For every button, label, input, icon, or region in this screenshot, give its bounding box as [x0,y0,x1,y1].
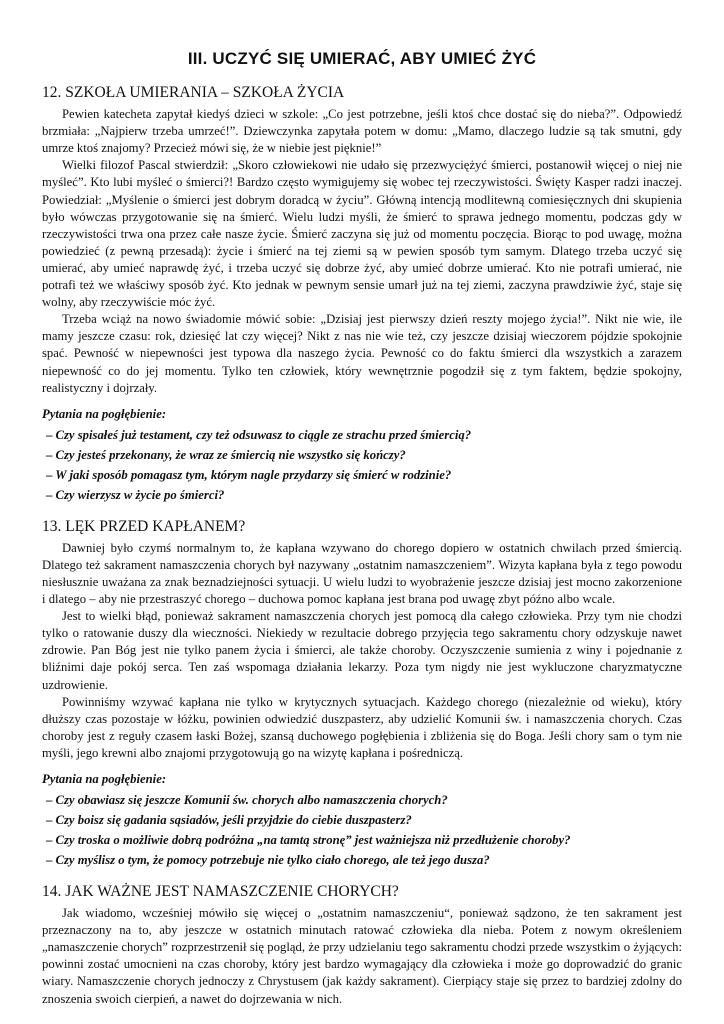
dash-bullet: – [46,833,53,848]
question-item [42,830,682,850]
section-14 [42,882,682,1008]
section-title: ZKOŁA UMIERANIA – SZKOŁA ŻYCIA [73,84,345,102]
section-12 [42,83,682,505]
paragraph: Jak wiadomo, wcześniej mówiło się więcej o „ostatnim namaszczeniu“, ponieważ sądzono, że ten sakrament jest przeznaczony na to, aby jeszcze w ostatnich minutach ratować człowieka dla nieba. Potem z nowym określeniem „namaszczenie chorych” rozprzestrzenił się pogląd, że przy udzielaniu tego sakramentu chodzi przede wszystkim o żyjących: powinni zostać umocnieni na czas choroby, który jest bardzo wymagający dla człowieka i może go doprowadzić do granic wiary. Namaszczenie chorych jednoczy z Chrystusem (jak każdy sakrament). Cierpiący staje się przez to bardziej zdolny do znoszenia swoich cierpień, a nawet do dojrzewania w nich. [42,906,682,1006]
paragraph: Dawniej było czymś normalnym to, że kapłana wzywano do chorego dopiero w ostatnich chwilach przed śmiercią. Dlatego też sakrament namaszczenia chorych był nazywany „ostatnim namaszczeniem”. Wizyta kapłana była z tego powodu niesłusznie uważana za znak beznadziejności sytuacji. U wielu ludzi to wyobrażenie jeszcze dzisiaj jest mocno zakorzenione i dlatego – aby nie przestraszyć chorego – duchowa pomoc kapłana jest brana pod uwagę zbyt późno albo wcale. [42,540,682,607]
paragraph: Jest to wielki błąd, ponieważ sakrament namaszczenia chorych jest pomocą dla całego człowieka. Przy tym nie chodzi tylko o ratowanie duszy dla wieczności. Niekiedy w rezultacie dobrego przyjęcia tego sakramentu chory odzyskuje nawet zdrowie. Pan Bóg jest nie tylko panem życia i śmierci, ale także choroby. Oczyszczenie sumienia z winy i pojednanie z bliźnimi daje pokój serca. Ten zaś wspomaga działania lekarzy. Poza tym nigdy nie jest wykluczone charyzmatyczne uzdrowienie. [42,609,682,692]
question-text: Czy spisałeś już testament, czy też odsuwasz to ciągle ze strachu przed śmiercią? [55,427,472,442]
question-text: Czy wierzysz w życie po śmierci? [55,487,225,502]
questions-list [42,425,682,505]
questions-heading: Pytania na pogłębienie: [42,406,167,421]
section-13 [42,517,682,870]
paragraph: Trzeba wciąż na nowo świadomie mówić sobie: „Dzisiaj jest pierwszy dzień reszty mojego życia!”. Nikt nie wie, ile mamy jeszcze czasu: rok, dziesięć lat czy więcej? Nikt z nas nie wie też, czy jeszcze dzisiaj wieczorem pójdzie spokojnie spać. Pewność w niepewności jest typowa dla naszego życia. Pewność co do faktu śmierci dla wszystkich a zarazem niepewność co do jej momentu. Tylko ten człowiek, który wewnętrznie pogodził się z tym faktem, będzie spokojny, realistyczny i dojrzały. [42,312,682,395]
paragraph: Pewien katecheta zapytał kiedyś dzieci w szkole: „Co jest potrzebne, jeśli ktoś chce dostać się do nieba?”. Odpowiedź brzmiała: „Najpierw trzeba umrzeć!”. Dziewczynka zapytała potem w domu: „Mamo, dlaczego ludzie są tak smutni, gdy umrze ktoś znajomy? Przecież mówi się, że w niebie jest pięknie!” [42,107,682,156]
dash-bullet: – [46,853,53,868]
question-item [42,810,682,830]
dash-bullet: – [46,467,53,482]
section-title-initial: J [65,883,72,901]
dash-bullet: – [46,447,53,462]
dash-bullet: – [46,487,53,502]
dash-bullet: – [46,427,53,442]
question-item [42,425,682,445]
section-number: 12. [42,84,62,102]
chapter-title: III. UCZYĆ SIĘ UMIERAĆ, ABY UMIEĆ ŻYĆ [187,49,537,68]
section-title-initial: L [65,517,75,535]
question-item [42,790,682,810]
questions-heading: Pytania na pogłębienie: [42,772,167,786]
question-text: Czy troska o możliwie dobrą podróżna „na tamtą stronę” jest ważniejsza niż przedłużenie choroby? [55,833,571,848]
section-heading [42,517,682,536]
section-heading [42,83,682,102]
question-item [42,445,682,465]
question-item [42,465,682,485]
section-heading [42,882,682,901]
paragraph: Powinniśmy wzywać kapłana nie tylko w krytycznych sytuacjach. Każdego chorego (niezależnie od wieku), który dłuższy czas pozostaje w łóżku, powinien odwiedzić duszpasterz, aby udzielić Komunii św. i namaszczenia chorych. Czas choroby jest z reguły czasem łaski Bożej, szansą duchowego pogłębienia i zbliżenia się do Boga. Jeśli chory sam o tym nie myśli, jego krewni albo znajomi przygotowują go na wizytę kapłana i pośredniczą. [42,694,682,760]
section-number: 14. [42,883,62,901]
dash-bullet: – [46,813,53,828]
question-text: Czy obawiasz się jeszcze Komunii św. chorych albo namaszczenia chorych? [55,793,448,808]
document-page [42,50,682,1008]
question-item [42,485,682,505]
question-item [42,850,682,870]
question-text: Czy myślisz o tym, że pomocy potrzebuje nie tylko ciało chorego, ale też jego dusza? [55,853,490,868]
section-number: 13. [42,517,62,535]
section-title: AK WAŻNE JEST NAMASZCZENIE CHORYCH? [71,883,399,901]
section-title-initial: S [65,84,74,102]
question-text: Czy jesteś przekonany, że wraz ze śmiercią nie wszystko się kończy? [55,447,406,462]
paragraph: Wielki filozof Pascal stwierdził: „Skoro człowiekowi nie udało się przezwyciężyć śmierci, postanowił więcej o niej nie myśleć”. Kto lubi myśleć o śmierci?! Bardzo często wymigujemy się wobec tej rzeczywistości. Święty Kasper radzi inaczej. Powiedział: „Myślenie o śmierci jest dobrym doradcą w życiu”. Główną intencją modlitewną comiesięcznych dni skupienia było wówczas przygotowanie się na śmierć. Wielu ludzi myśli, że śmierć to sprawa jednego momentu, podczas gdy w rzeczywistości trwa ona przez całe nasze życie. Śmierć zaczyna się już od momentu poczęcia. Biorąc to pod uwagę, można powiedzieć (z pewną przesadą): życie i śmierć na tej ziemi są w pewien sposób tym samym. Dlatego trzeba uczyć się umierać, aby umieć naprawdę żyć, i trzeba uczyć się dobrze żyć, aby umieć dobrze umierać. Kto nie potrafi umierać, nie potrafi też we właściwy sposób żyć. Kto jednak w pewnym sensie umarł już na tej ziemi, zaczyna prawdziwie żyć, staje się wolny, aby rzeczywiście móc żyć. [42,158,682,310]
questions-list [42,790,682,870]
section-title: ĘK PRZED KAPŁANEM? [74,517,246,535]
question-text: Czy boisz się gadania sąsiadów, jeśli przyjdzie do ciebie duszpasterz? [55,813,412,828]
question-text: W jaki sposób pomagasz tym, którym nagle przydarzy się śmierć w rodzinie? [55,467,452,482]
dash-bullet: – [46,793,53,808]
